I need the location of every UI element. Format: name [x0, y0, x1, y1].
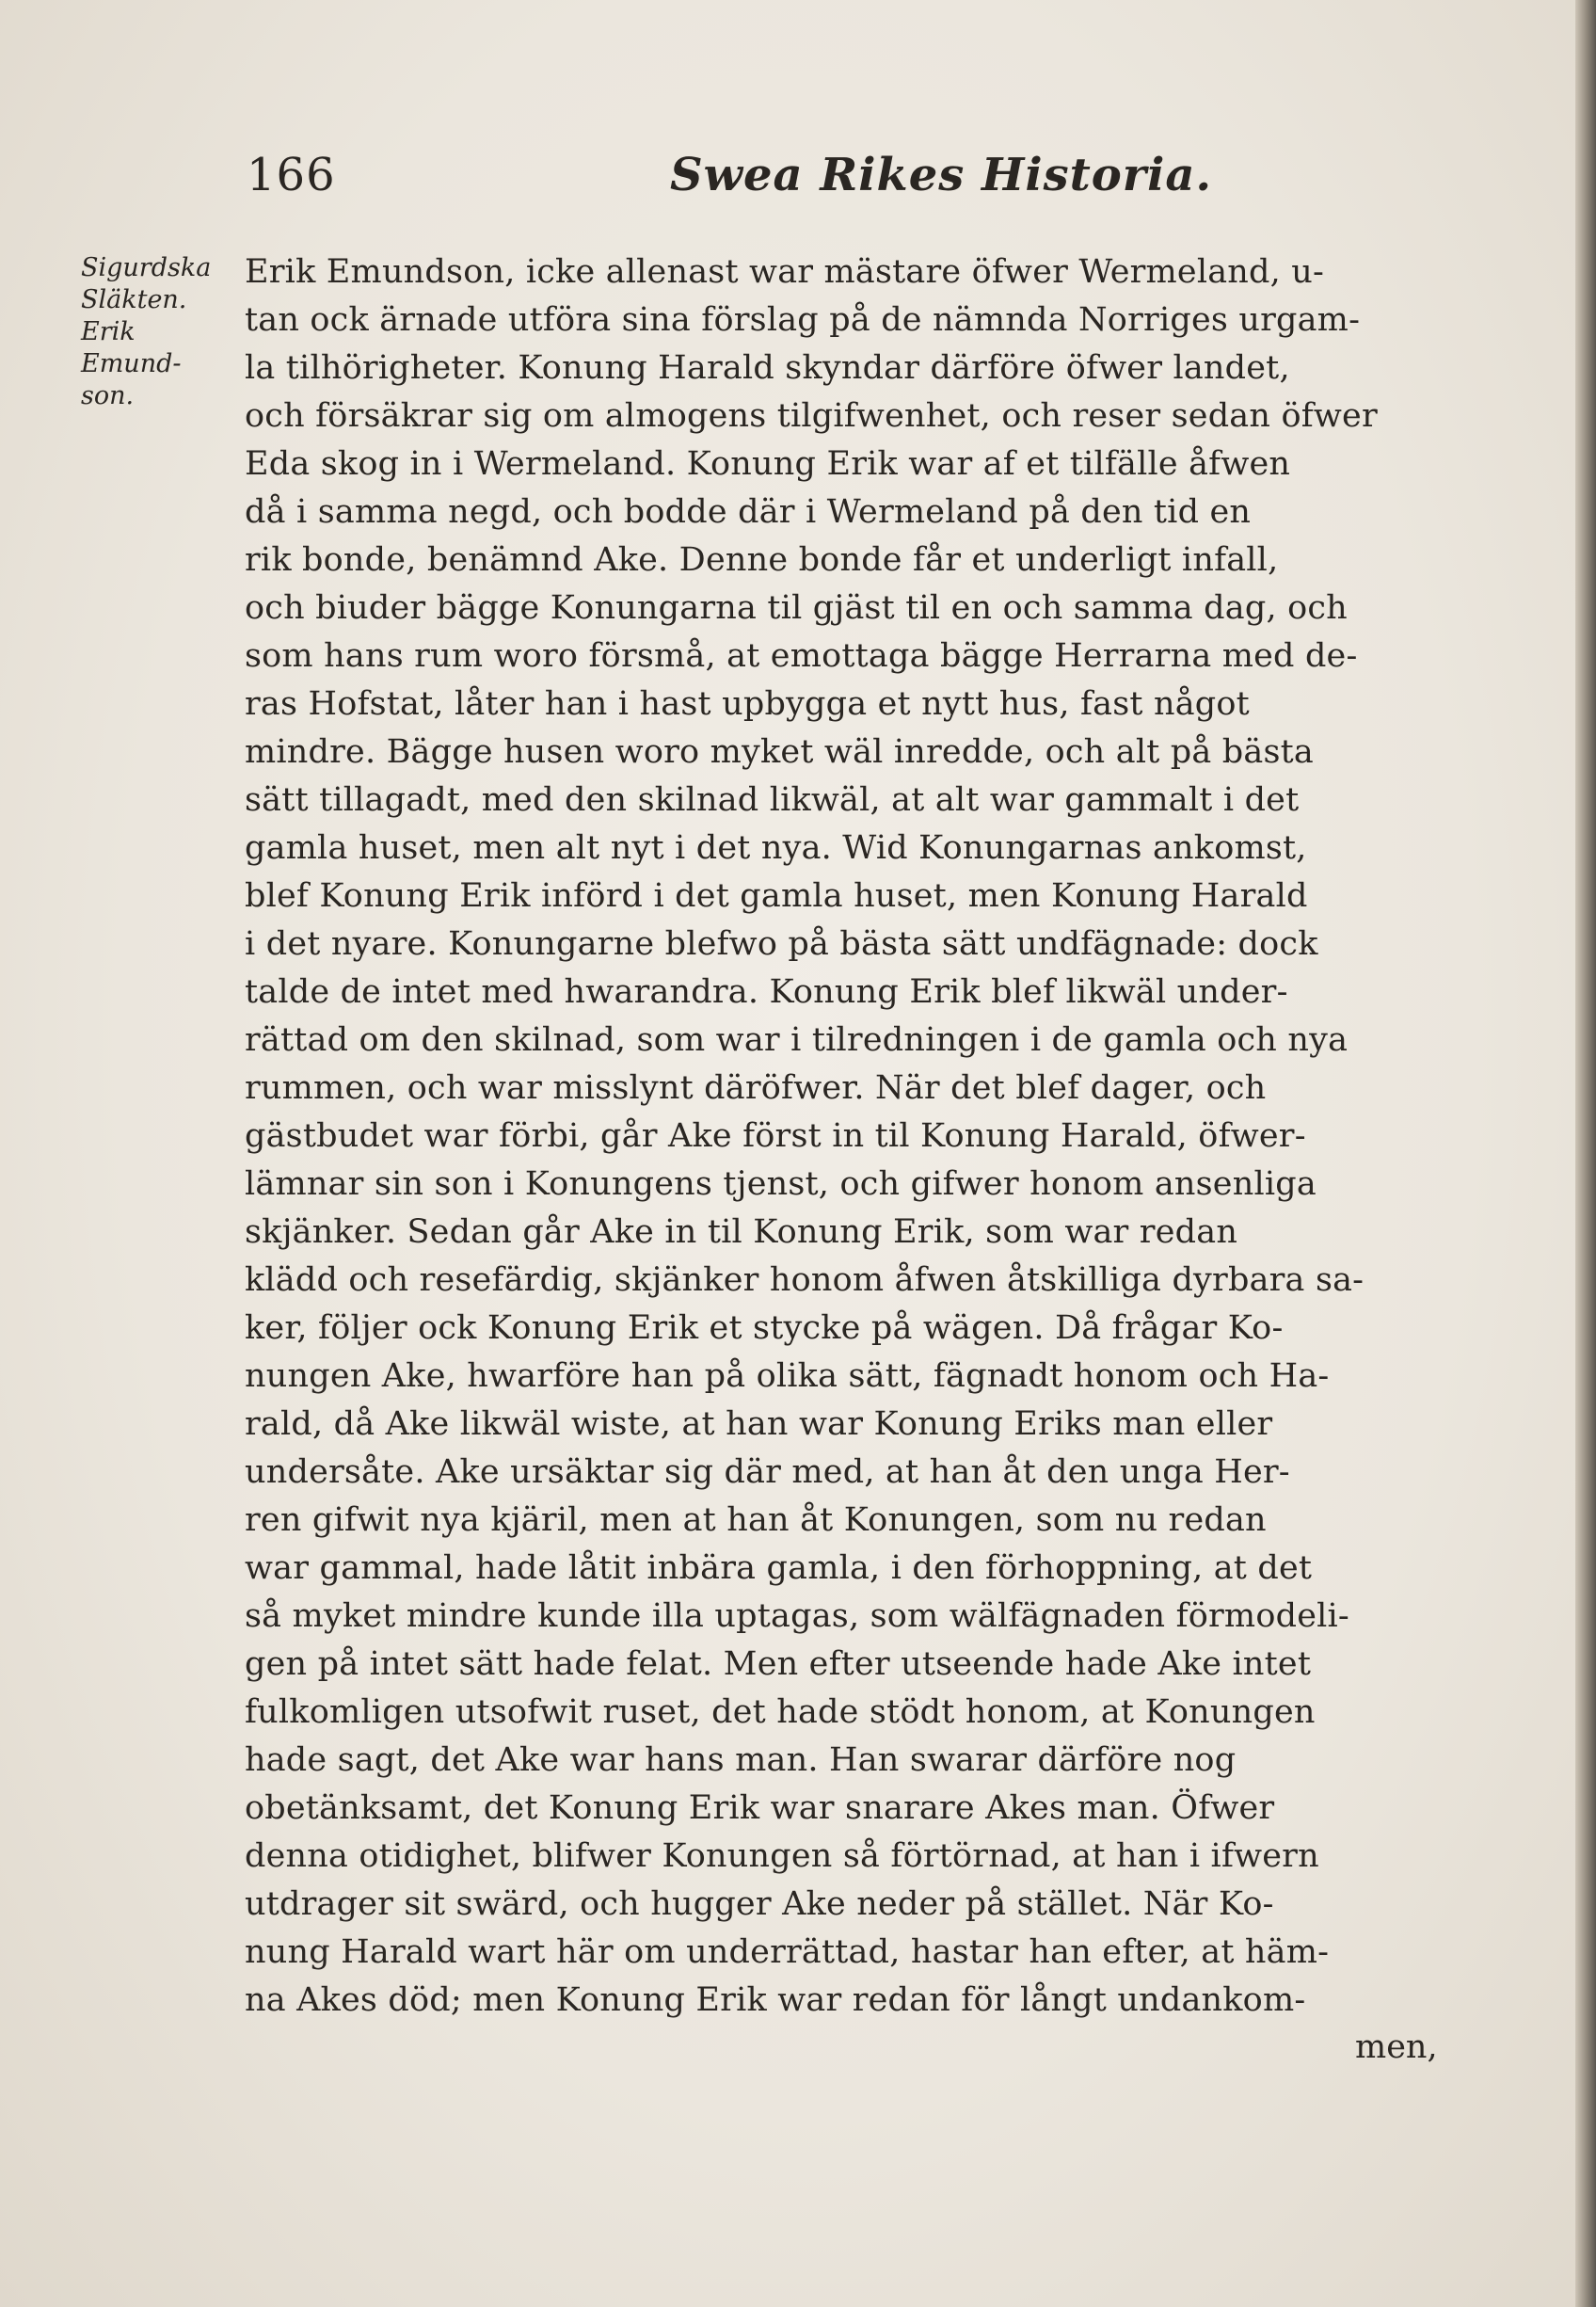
text-line: hade sagt, det Ake war hans man. Han swarar därföre nog [245, 1741, 1237, 1779]
text-line: blef Konung Erik införd i det gamla huset, men Konung Harald [245, 877, 1308, 915]
text-line: skjänker. Sedan går Ake in til Konung Erik, som war redan [245, 1213, 1238, 1251]
text-line: la tilhörigheter. Konung Harald skyndar därföre öfwer landet, [245, 349, 1290, 387]
text-line: sätt tillagadt, med den skilnad likwäl, at alt war gammalt i det [245, 781, 1300, 819]
text-line: ker, följer ock Konung Erik et stycke på wägen. Då frågar Ko- [245, 1309, 1284, 1347]
text-line: och biuder bägge Konungarna til gjäst til en och samma dag, och [245, 589, 1348, 627]
text-line: gästbudet war förbi, går Ake först in til Konung Harald, öfwer- [245, 1117, 1306, 1155]
text-line: då i samma negd, och bodde där i Wermeland på den tid en [245, 493, 1252, 531]
text-line: war gammal, hade låtit inbära gamla, i den förhoppning, at det [245, 1549, 1313, 1587]
text-line: denna otidighet, blifwer Konungen så förtörnad, at han i ifwern [245, 1837, 1319, 1875]
text-line: Erik Emundson, icke allenast war mästare öfwer Wermeland, u- [245, 253, 1325, 291]
margin-note-line: Släkten. [81, 285, 187, 314]
text-line: rummen, och war misslynt däröfwer. När det blef dager, och [245, 1069, 1267, 1107]
margin-note-line: Sigurdska [81, 253, 212, 282]
text-line: rald, då Ake likwäl wiste, at han war Konung Eriks man eller [245, 1405, 1273, 1443]
text-line: rik bonde, benämnd Ake. Denne bonde får et underligt infall, [245, 541, 1279, 579]
page-header [247, 149, 1263, 215]
page-edge-shadow [1575, 0, 1596, 2307]
catchword: men, [1355, 2028, 1438, 2066]
text-line: nungen Ake, hwarföre han på olika sätt, fägnadt honom och Ha- [245, 1357, 1330, 1395]
text-line: och försäkrar sig om almogens tilgifwenhet, och reser sedan öfwer [245, 397, 1378, 435]
text-line: så myket mindre kunde illa uptagas, som wälfägnaden förmodeli- [245, 1597, 1349, 1635]
text-line: tan ock ärnade utföra sina förslag på de nämnda Norriges urgam- [245, 301, 1361, 339]
text-line: Eda skog in i Wermeland. Konung Erik war af et tilfälle åfwen [245, 445, 1291, 483]
body-text [245, 248, 1487, 2025]
text-line: som hans rum woro försmå, at emottaga bägge Herrarna med de- [245, 637, 1358, 675]
text-line: fulkomligen utsofwit ruset, det hade stödt honom, at Konungen [245, 1693, 1316, 1731]
text-line: talde de intet med hwarandra. Konung Erik blef likwäl under- [245, 973, 1288, 1011]
text-line: utdrager sit swärd, och hugger Ake neder på stället. När Ko- [245, 1885, 1274, 1923]
text-line: undersåte. Ake ursäktar sig där med, at han åt den unga Her- [245, 1453, 1290, 1491]
text-line: gamla huset, men alt nyt i det nya. Wid Konungarnas ankomst, [245, 829, 1307, 867]
margin-note-line: Erik [81, 317, 136, 346]
text-line: obetänksamt, det Konung Erik war snarare Akes man. Öfwer [245, 1789, 1275, 1827]
text-line: nung Harald wart här om underrättad, hastar han efter, at häm- [245, 1933, 1330, 1971]
text-line: i det nyare. Konungarne blefwo på bästa sätt undfägnade: dock [245, 925, 1318, 963]
margin-note [81, 252, 241, 412]
page-number: 166 [247, 149, 336, 201]
text-line: rättad om den skilnad, som war i tilredningen i de gamla och nya [245, 1021, 1349, 1059]
text-line: klädd och resefärdig, skjänker honom åfwen åtskilliga dyrbara sa- [245, 1261, 1365, 1299]
text-line: na Akes död; men Konung Erik war redan för långt undankom- [245, 1981, 1306, 2019]
text-line: ren gifwit nya kjäril, men at han åt Konungen, som nu redan [245, 1501, 1267, 1539]
running-title: Swea Rikes Historia. [670, 149, 1213, 201]
margin-note-line: son. [81, 381, 135, 410]
text-line: mindre. Bägge husen woro myket wäl inredde, och alt på bästa [245, 733, 1314, 771]
text-line: ras Hofstat, låter han i hast upbygga et nytt hus, fast något [245, 685, 1250, 723]
text-line: lämnar sin son i Konungens tjenst, och gifwer honom ansenliga [245, 1165, 1317, 1203]
margin-note-line: Emund- [81, 349, 182, 378]
text-line: gen på intet sätt hade felat. Men efter utseende hade Ake intet [245, 1645, 1312, 1683]
